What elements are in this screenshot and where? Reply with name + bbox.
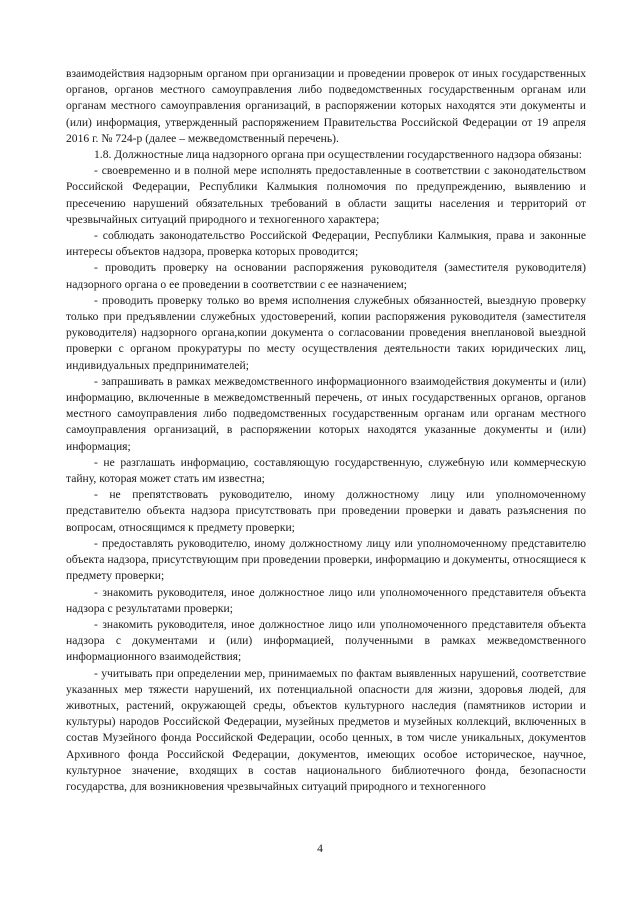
paragraph-duty-inspect-by-order: - проводить проверку на основании распоряжения руководителя (заместителя руководителя) надзорного органа о ее проведении в соответствии с ее назначением; — [66, 261, 586, 291]
paragraph-duty-inform-results: - знакомить руководителя, иное должностное лицо или уполномоченного представителя объекта надзора с результатами проверки; — [66, 585, 586, 615]
page-number: 4 — [317, 842, 323, 855]
paragraph-duty-observe-law: - соблюдать законодательство Российской Федерации, Республики Калмыкия, права и законные интересы объектов надзора, проверка которых проводится; — [66, 229, 586, 259]
paragraph-section-1-8: 1.8. Должностные лица надзорного органа при осуществлении государственного надзора обязаны: — [94, 148, 582, 162]
paragraph-duty-confidentiality: - не разглашать информацию, составляющую государственную, служебную или коммерческую тайну, которая может стать им известна; — [66, 455, 586, 486]
document-page — [66, 66, 586, 795]
paragraph-duty-inform-documents: - знакомить руководителя, иное должностное лицо или уполномоченного представителя объекта надзора с документами и (или) информацией, полученными в рамках межведомственного информационного взаимодействия; — [66, 617, 586, 664]
paragraph-duty-not-obstruct: - не препятствовать руководителю, иному должностному лицу или уполномоченному представителю объекта надзора присутствовать при проведении проверки и давать разъяснения по вопросам, относящимся к предмету проверки; — [66, 488, 586, 534]
paragraph-duty-request-documents: - запрашивать в рамках межведомственного информационного взаимодействия документы и (или) информацию, включенные в межведомственный перечень, от иных государственных органов, органов местного самоуправления либо подведомственных государственным органам или органам местного самоуправления организаций, в распоряжении которых находятся указанные документы и (или) информация; — [66, 374, 586, 453]
paragraph-duty-proportionate-measures: - учитывать при определении мер, принимаемых по фактам выявленных нарушений, соответствие указанных мер тяжести нарушений, их потенциальной опасности для жизни, здоровья людей, для животных, растений, окружающей среды, объектов культурного наследия (памятников истории и культуры) народов Российской Федерации, музейных предметов и музейных коллекций, включенных в состав Музейного фонда Российской Федерации, особо ценных, в том числе уникальных, документов Архивного фонда Российской Федерации, документов, имеющих особое историческое, научное, культурное значение, входящих в состав национального библиотечного фонда, безопасности государства, для возникновения чрезвычайных ситуаций природного и техногенного — [66, 666, 586, 793]
paragraph-interagency-list: взаимодействия надзорным органом при организации и проведении проверок от иных государственных органов, органов местного самоуправления либо подведомственных государственным органам или органам местного самоуправления организаций, в распоряжении которых находятся эти документы и (или) информация, утвержденный распоряжением Правительства Российской Федерации от 19 апреля 2016 г. № 724-р (далее – межведомственный перечень). — [66, 67, 586, 145]
paragraph-duty-exercise-powers: - своевременно и в полной мере исполнять предоставленные в соответствии с законодательством Российской Федерации, Республики Калмыкия полномочия по предупреждению, выявлению и пресечению нарушений обязательных требований в области защиты населения и территорий от чрезвычайных ситуаций природного и техногенного характера; — [66, 164, 586, 226]
paragraph-duty-onsite-inspection: - проводить проверку только во время исполнения служебных обязанностей, выездную проверку только при предъявлении служебных удостоверений, копии распоряжения руководителя (заместителя руководителя) надзорного органа,копии документа о согласовании проведения внеплановой выездной проверки с органом прокуратуры по месту осуществления деятельности таких юридических лиц, индивидуальных предпринимателей; — [66, 293, 586, 372]
paragraph-duty-provide-info: - предоставлять руководителю, иному должностному лицу или уполномоченному представителю объекта надзора, присутствующим при проведении проверки, информацию и документы, относящиеся к предмету проверки; — [66, 536, 586, 583]
